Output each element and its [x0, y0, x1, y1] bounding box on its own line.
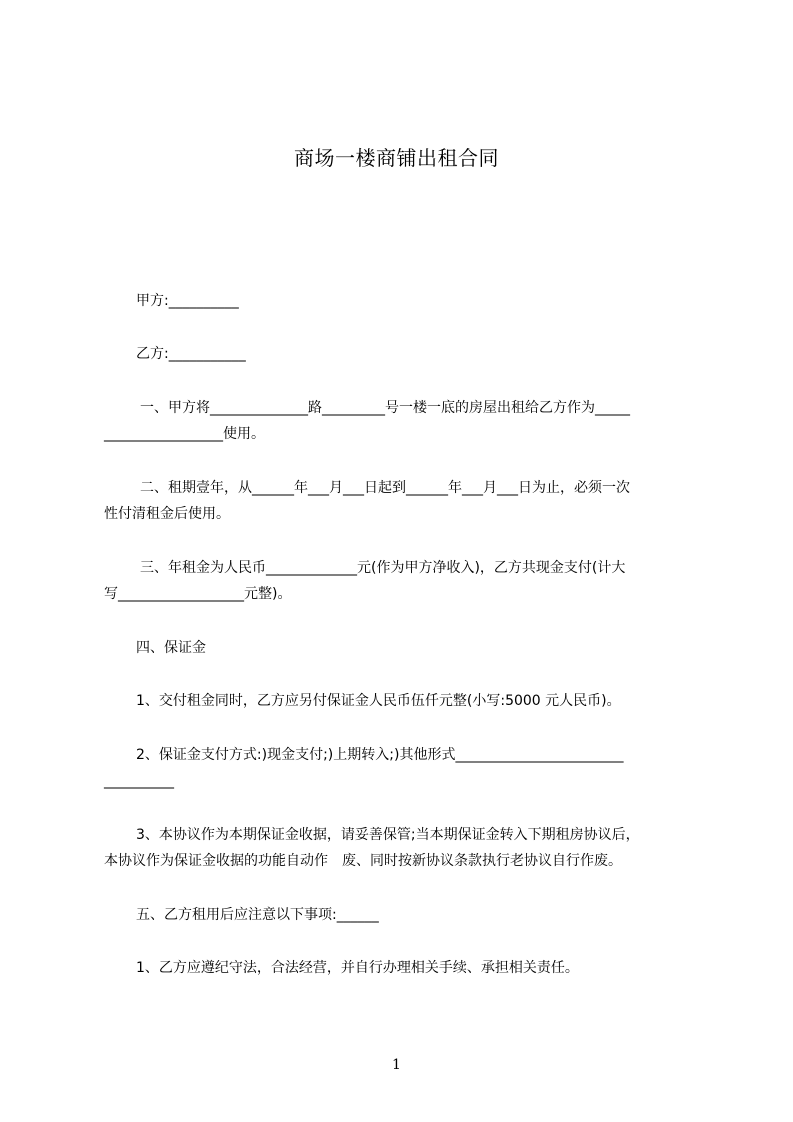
clause-4-item-2-line-1: 2、保证金支付方式:)现金支付;)上期转入;)其他形式________________________ [136, 747, 624, 763]
clause-4-item-1: 1、交付租金同时，乙方应另付保证金人民币伍仟元整(小写:5000 元人民币)。 [136, 693, 621, 709]
page-number: 1 [392, 1057, 401, 1073]
clause-4-item-2-line-2: __________ [104, 773, 174, 789]
clause-4-heading: 四、保证金 [136, 640, 206, 656]
clause-2-line-2: 性付清租金后使用。 [104, 506, 230, 522]
clause-5-item-1: 1、乙方应遵纪守法，合法经营，并自行办理相关手续、承担相关责任。 [136, 960, 579, 976]
clause-1-line-2: _________________使用。 [104, 426, 265, 442]
party-a-line: 甲方:__________ [136, 293, 239, 309]
clause-4-item-3-line-2: 本协议作为保证金收据的功能自动作 废、同时按新协议条款执行老协议自行作废。 [104, 853, 622, 869]
document-title: 商场一楼商铺出租合同 [294, 146, 499, 170]
clause-3-line-2: 写__________________元整)。 [104, 586, 292, 602]
clause-4-item-3-line-1: 3、本协议作为本期保证金收据，请妥善保管;当本期保证金转入下期租房协议后， [136, 827, 640, 843]
clause-1-line-1: 一、甲方将______________路_________号一楼一底的房屋出租给乙方作为_____ [140, 400, 630, 416]
clause-2-line-1: 二、租期壹年，从______年___月___日起到______年___月___日为止，必须一次 [140, 480, 630, 496]
clause-5-heading: 五、乙方租用后应注意以下事项:______ [136, 907, 379, 923]
clause-3-line-1: 三、年租金为人民币_____________元(作为甲方净收入)，乙方共现金支付(计大 [140, 560, 626, 576]
party-b-line: 乙方:___________ [136, 346, 246, 362]
